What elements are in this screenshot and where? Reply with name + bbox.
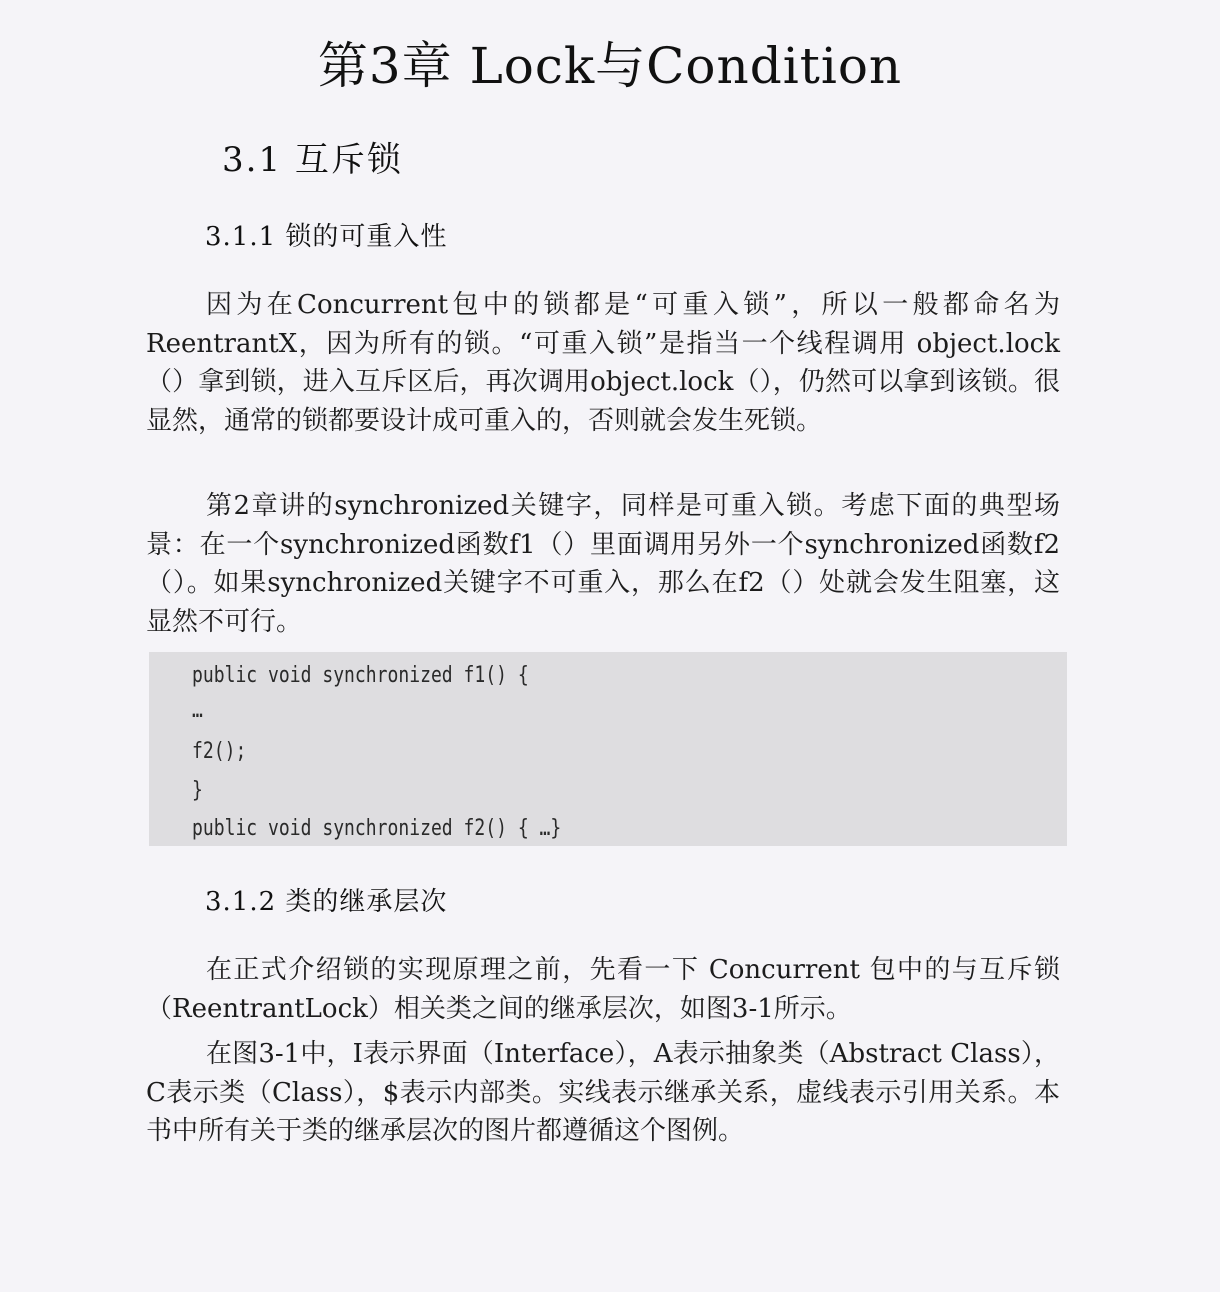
code-line: public void synchronized f2() { …} — [192, 816, 562, 841]
chapter-title: 第3章 Lock与Condition — [317, 37, 903, 95]
section-title: 3.1 互斥锁 — [222, 140, 403, 180]
code-line: public void synchronized f1() { — [192, 663, 529, 688]
paragraph-hierarchy-intro: 在正式介绍锁的实现原理之前，先看一下 Concurrent 包中的与互斥锁（ReentrantLock）相关类之间的继承层次，如图3-1所示。 — [146, 955, 1060, 1024]
code-line: } — [192, 778, 203, 803]
paragraph-reentrant-lock-intro: 因为在Concurrent包中的锁都是“可重入锁”，所以一般都命名为ReentrantX，因为所有的锁。“可重入锁”是指当一个线程调用 object.lock（）拿到锁，进入互斥区后，再次调用object.lock（），仍然可以拿到该锁。很显然，通常的锁都要设计成可重入的，否则就会发生死锁。 — [146, 290, 1060, 436]
code-line: f2(); — [192, 739, 247, 764]
subsection-title-reentrancy: 3.1.1 锁的可重入性 — [205, 222, 448, 252]
paragraph-synchronized-example: 第2章讲的synchronized关键字，同样是可重入锁。考虑下面的典型场景：在一个synchronized函数f1（）里面调用另外一个synchronized函数f2（）。如果synchronized关键字不可重入，那么在f2（）处就会发生阻塞，这显然不可行。 — [146, 491, 1060, 637]
code-block — [149, 652, 1067, 846]
code-line: … — [192, 698, 203, 723]
paragraph-legend-explanation: 在图3-1中，I表示界面（Interface），A表示抽象类（Abstract Class），C表示类（Class），$表示内部类。实线表示继承关系，虚线表示引用关系。本书中所有关于类的继承层次的图片都遵循这个图例。 — [146, 1039, 1060, 1146]
subsection-title-class-hierarchy: 3.1.2 类的继承层次 — [205, 887, 448, 917]
